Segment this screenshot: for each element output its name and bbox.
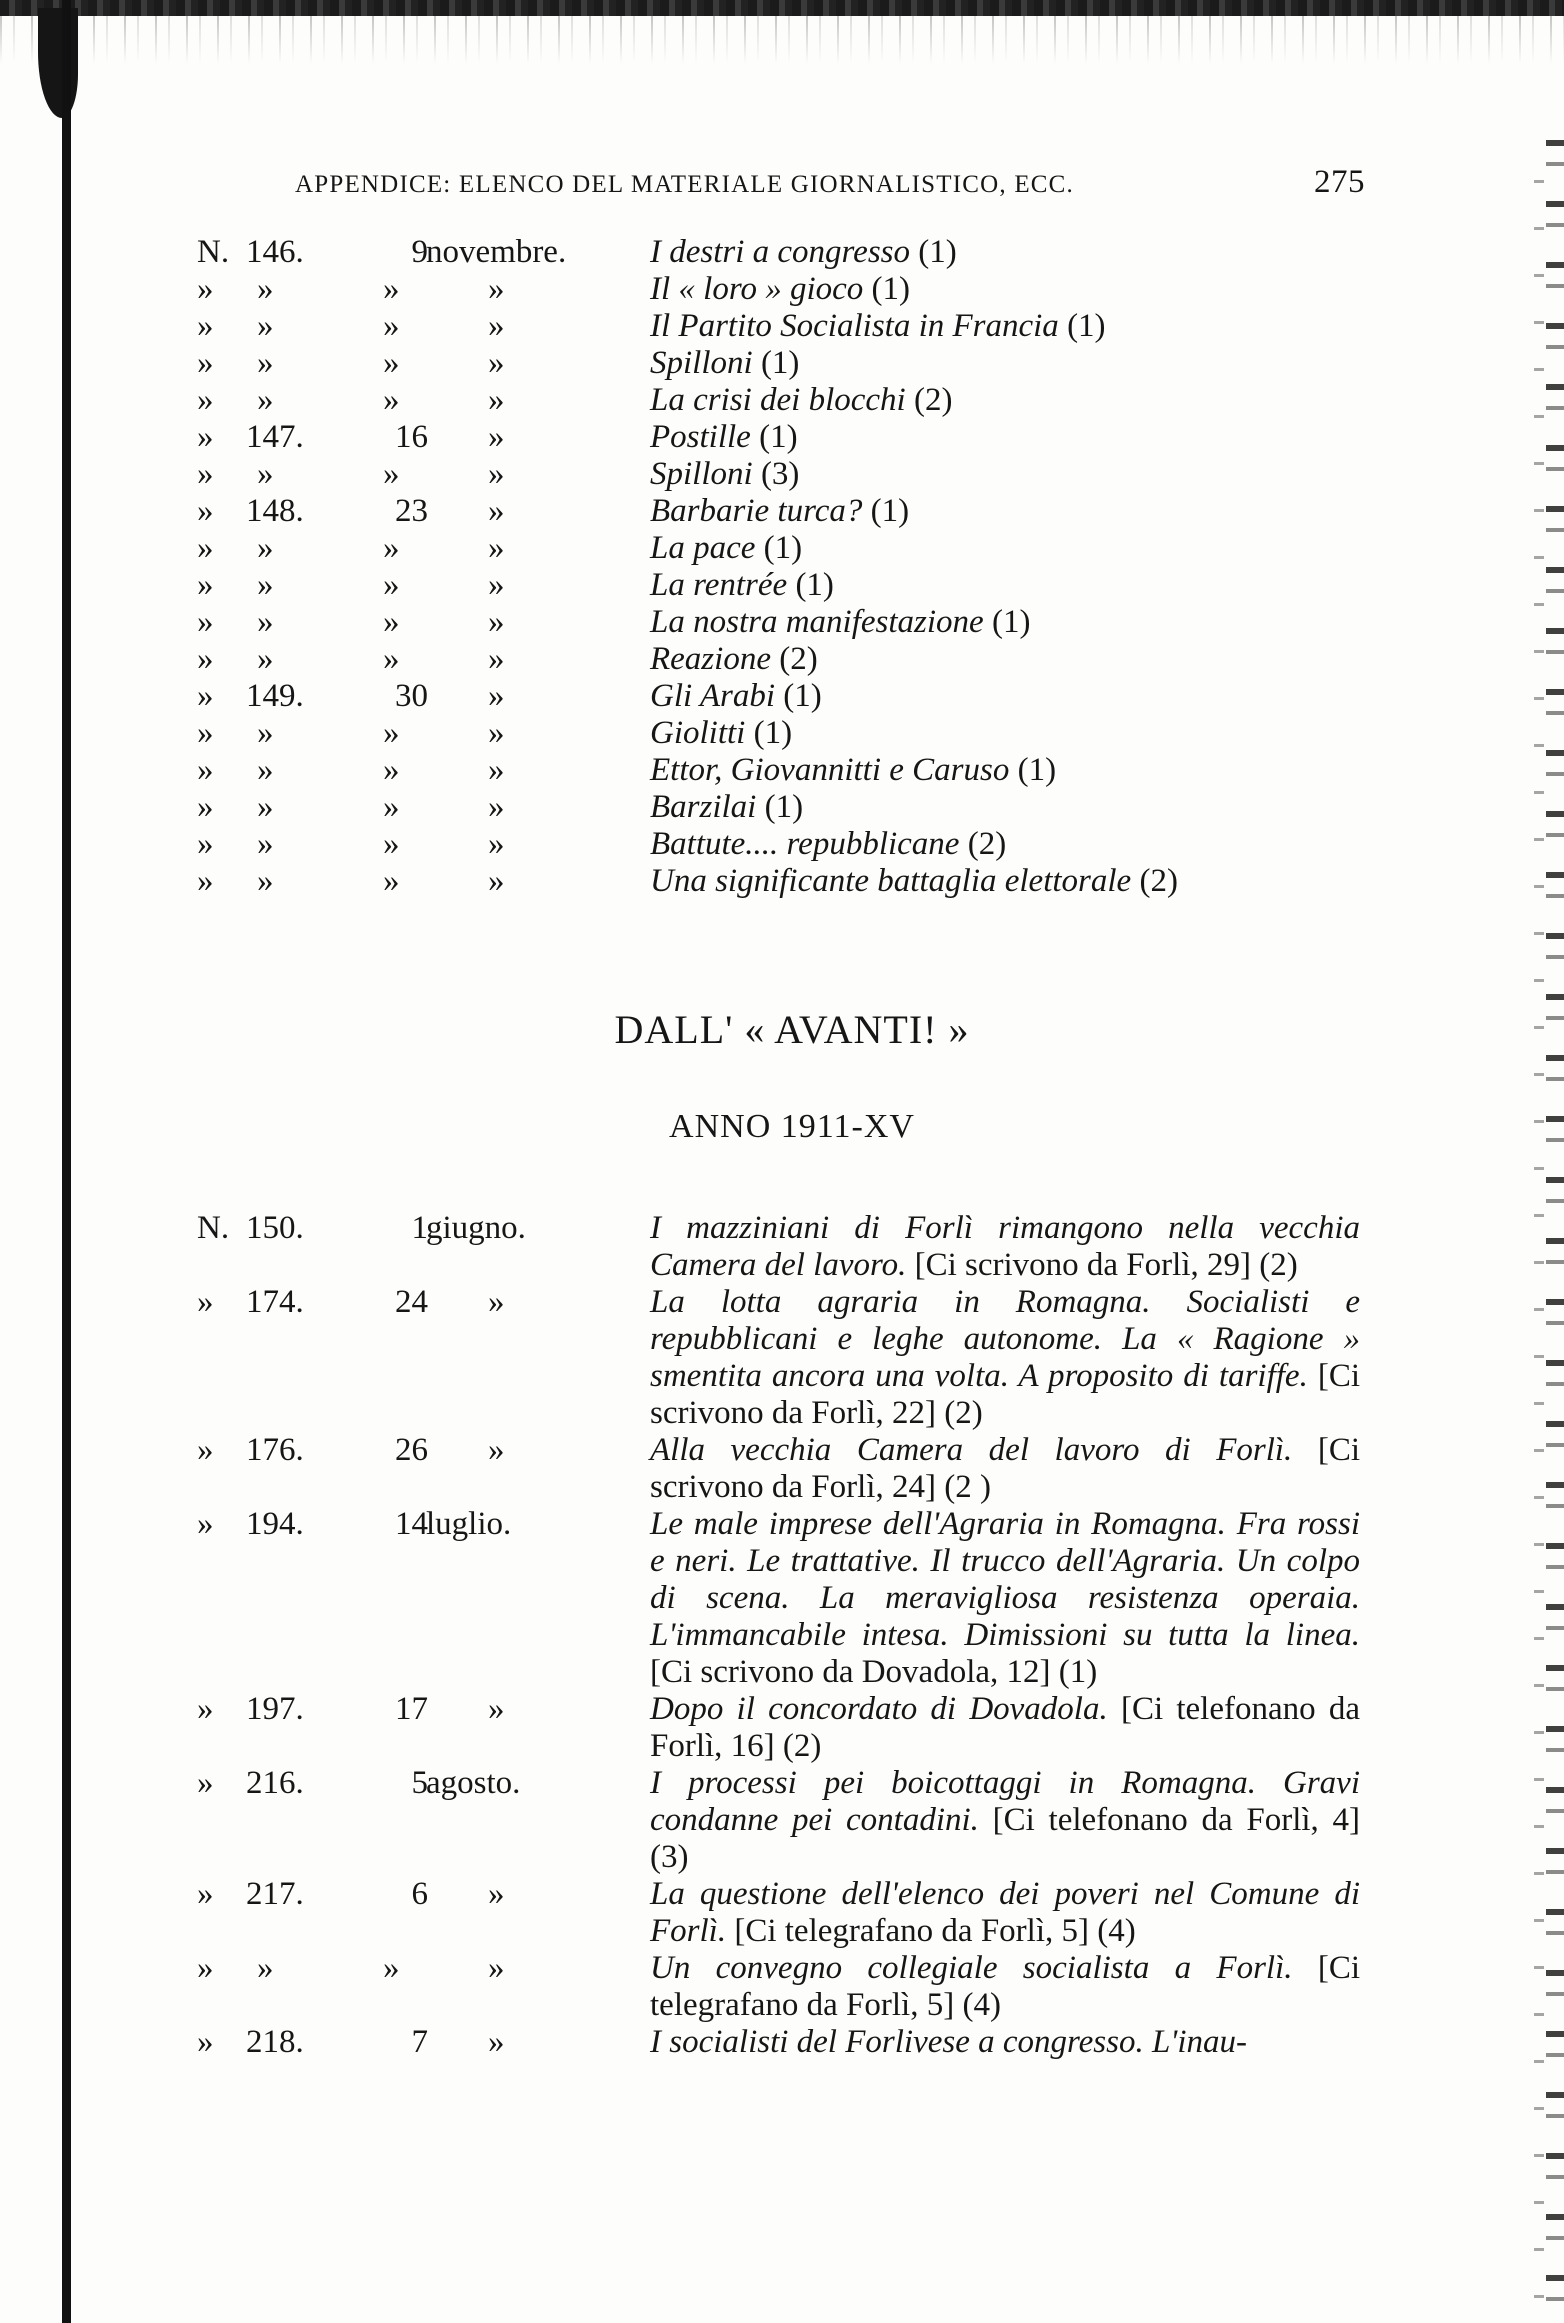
ditto-mark: » bbox=[383, 1950, 400, 1986]
list-item bbox=[0, 1506, 1564, 1691]
entry-day: 7 bbox=[411, 2024, 428, 2060]
ditto-mark: » bbox=[488, 271, 505, 307]
list-item bbox=[0, 308, 1564, 345]
entry-title: Il Partito Socialista in Francia bbox=[650, 308, 1059, 344]
entry-note: [Ci scrivono da Forlì, 22] (2) bbox=[650, 1358, 1360, 1431]
entry-title: Un convegno collegiale socialista a Forlì. bbox=[650, 1950, 1293, 1986]
entry-title: Reazione bbox=[650, 641, 771, 677]
entry-title-cell bbox=[650, 1506, 1360, 1691]
ditto-mark: » bbox=[383, 715, 400, 751]
entry-day: 16 bbox=[395, 419, 428, 455]
page-number: 275 bbox=[1314, 164, 1365, 200]
list-item bbox=[0, 641, 1564, 678]
ditto-mark: » bbox=[257, 604, 274, 640]
list-item bbox=[0, 345, 1564, 382]
entry-note: (2) bbox=[779, 641, 818, 677]
entry-note: (1) bbox=[1067, 308, 1106, 344]
entry-month: giugno. bbox=[426, 1210, 526, 1246]
ditto-mark: » bbox=[257, 567, 274, 603]
list-item bbox=[0, 493, 1564, 530]
list-item bbox=[0, 1210, 1564, 1284]
entry-note: (1) bbox=[1017, 752, 1057, 788]
ditto-mark: » bbox=[488, 678, 505, 714]
entry-title-cell bbox=[650, 826, 1360, 863]
ditto-mark: » bbox=[257, 456, 274, 492]
entry-issue-number: 146. bbox=[246, 234, 304, 270]
entry-note: (2) bbox=[1139, 863, 1178, 899]
ditto-mark: » bbox=[383, 567, 400, 603]
entry-note: (1) bbox=[763, 530, 803, 566]
entry-title-cell bbox=[650, 1432, 1360, 1506]
ditto-mark: » bbox=[488, 382, 505, 418]
entry-title: Spilloni bbox=[650, 456, 753, 492]
ditto-mark: » bbox=[488, 863, 505, 899]
entry-day: 30 bbox=[395, 678, 428, 714]
ditto-mark: » bbox=[488, 567, 505, 603]
entry-note: [Ci telefonano da Forlì, 4] (3) bbox=[650, 1802, 1360, 1875]
entry-day: 9 bbox=[411, 234, 428, 270]
entry-title: Giolitti bbox=[650, 715, 746, 751]
section-year-heading: ANNO 1911-XV bbox=[669, 1108, 915, 1145]
entry-title: Ettor, Giovannitti e Caruso bbox=[650, 752, 1010, 788]
ditto-mark: » bbox=[488, 1284, 505, 1320]
entry-day: 5 bbox=[411, 1765, 428, 1801]
entry-title: Il « loro » gioco bbox=[650, 271, 864, 307]
entry-note: (1) bbox=[764, 789, 804, 825]
ditto-mark: » bbox=[488, 1950, 505, 1986]
entry-note: (1) bbox=[783, 678, 822, 714]
list-item bbox=[0, 789, 1564, 826]
list-item bbox=[0, 1950, 1564, 2024]
entry-day: 24 bbox=[395, 1284, 428, 1320]
entry-title: Barbarie turca? bbox=[650, 493, 863, 529]
entry-month: luglio. bbox=[426, 1506, 512, 1542]
entry-title-cell bbox=[650, 382, 1360, 419]
ditto-mark: » bbox=[383, 271, 400, 307]
ditto-mark: » bbox=[488, 752, 505, 788]
ditto-mark: » bbox=[197, 493, 214, 529]
ditto-mark: » bbox=[197, 641, 214, 677]
entry-note: [Ci scrivono da Forlì, 29] (2) bbox=[914, 1247, 1298, 1283]
entry-title-cell bbox=[650, 1950, 1360, 2024]
entry-issue-number: 174. bbox=[246, 1284, 304, 1320]
entry-note: (1) bbox=[795, 567, 834, 603]
ditto-mark: » bbox=[257, 826, 274, 862]
entry-issue-number: 150. bbox=[246, 1210, 304, 1246]
ditto-mark: » bbox=[488, 1691, 505, 1727]
ditto-mark: » bbox=[383, 789, 400, 825]
ditto-mark: » bbox=[383, 752, 400, 788]
entry-title: Postille bbox=[650, 419, 751, 455]
entry-title: I socialisti del Forlivese a congresso. L'inau- bbox=[650, 2024, 1248, 2060]
ditto-mark: » bbox=[257, 382, 274, 418]
entry-title: Le male imprese dell'Agraria in Romagna. Fra rossi e neri. Le trattative. Il trucco dell'Agraria. Un colpo di scena. La meravigliosa resistenza operaia. L'immancabile intesa. Dimissioni su tutta la linea. bbox=[650, 1506, 1360, 1653]
entry-note: (1) bbox=[760, 345, 800, 381]
scan-top-shadow bbox=[0, 16, 1564, 64]
entry-title: La questione dell'elenco dei poveri nel Comune di Forlì. bbox=[650, 1876, 1360, 1949]
entry-title: La lotta agraria in Romagna. Socialisti e repubblicani e leghe autonome. La « Ragione » smentita ancora una volta. A proposito di tariffe. bbox=[650, 1284, 1360, 1394]
entry-title-cell bbox=[650, 1876, 1360, 1950]
ditto-mark: » bbox=[197, 419, 214, 455]
entry-title: La crisi dei blocchi bbox=[650, 382, 906, 418]
entry-title-cell bbox=[650, 530, 1360, 567]
ditto-mark: » bbox=[257, 641, 274, 677]
entry-note: [Ci scrivono da Forlì, 24] (2 ) bbox=[650, 1432, 1361, 1505]
list-item bbox=[0, 1765, 1564, 1876]
ditto-mark: » bbox=[197, 752, 214, 788]
entry-title-cell bbox=[650, 715, 1360, 752]
ditto-mark: » bbox=[488, 789, 505, 825]
entry-title-cell bbox=[650, 271, 1360, 308]
ditto-mark: » bbox=[488, 419, 505, 455]
ditto-mark: » bbox=[488, 715, 505, 751]
entry-title: Alla vecchia Camera del lavoro di Forlì. bbox=[650, 1432, 1293, 1468]
ditto-mark: » bbox=[197, 1284, 214, 1320]
entry-note: (1) bbox=[870, 493, 910, 529]
entry-note: [Ci telefonano da Forlì, 16] (2) bbox=[650, 1691, 1360, 1764]
entry-title-cell bbox=[650, 789, 1360, 826]
ditto-mark: » bbox=[197, 1432, 214, 1468]
entry-issue-number: 216. bbox=[246, 1765, 304, 1801]
ditto-mark: » bbox=[197, 530, 214, 566]
section-heading: DALL' « AVANTI! » bbox=[614, 1007, 970, 1052]
entry-title: Barzilai bbox=[650, 789, 757, 825]
ditto-mark: » bbox=[197, 456, 214, 492]
ditto-mark: » bbox=[488, 345, 505, 381]
entry-title: Una significante battaglia elettorale bbox=[650, 863, 1132, 899]
ditto-mark: » bbox=[488, 2024, 505, 2060]
entry-day: 6 bbox=[411, 1876, 428, 1912]
entry-issue-number: 197. bbox=[246, 1691, 304, 1727]
ditto-mark: » bbox=[197, 271, 214, 307]
ditto-mark: » bbox=[257, 530, 274, 566]
list-item bbox=[0, 1284, 1564, 1432]
entry-title: Spilloni bbox=[650, 345, 753, 381]
list-item bbox=[0, 271, 1564, 308]
ditto-mark: » bbox=[197, 604, 214, 640]
ditto-mark: » bbox=[197, 2024, 214, 2060]
ditto-mark: » bbox=[383, 456, 400, 492]
entry-title-cell bbox=[650, 641, 1360, 678]
ditto-mark: » bbox=[197, 715, 214, 751]
ditto-mark: » bbox=[383, 826, 400, 862]
ditto-mark: » bbox=[197, 382, 214, 418]
ditto-mark: » bbox=[488, 1876, 505, 1912]
entry-note: (1) bbox=[918, 234, 957, 270]
entry-note: [Ci telegrafano da Forlì, 5] (4) bbox=[734, 1913, 1136, 1949]
entry-issue-number: 217. bbox=[246, 1876, 304, 1912]
entry-title-cell bbox=[650, 345, 1360, 382]
entry-note: (1) bbox=[991, 604, 1031, 640]
ditto-mark: » bbox=[197, 567, 214, 603]
entry-title-cell bbox=[650, 234, 1360, 271]
ditto-mark: » bbox=[197, 678, 214, 714]
ditto-mark: » bbox=[257, 308, 274, 344]
entry-day: 1 bbox=[411, 1210, 428, 1246]
entry-title-cell bbox=[650, 1210, 1360, 1284]
ditto-mark: » bbox=[383, 308, 400, 344]
entry-issue-number: 218. bbox=[246, 2024, 304, 2060]
ditto-mark: » bbox=[257, 789, 274, 825]
ditto-mark: » bbox=[488, 826, 505, 862]
ditto-mark: » bbox=[257, 271, 274, 307]
entry-title: La nostra manifestazione bbox=[650, 604, 984, 640]
entry-title-cell bbox=[650, 2024, 1360, 2061]
list-item bbox=[0, 863, 1564, 900]
entry-note: (1) bbox=[753, 715, 793, 751]
ditto-mark: » bbox=[257, 1950, 274, 1986]
entry-day: 23 bbox=[395, 493, 428, 529]
ditto-mark: » bbox=[488, 456, 505, 492]
il-lottatore-entries-list bbox=[0, 234, 1564, 900]
entry-title-cell bbox=[650, 419, 1360, 456]
list-item bbox=[0, 678, 1564, 715]
entry-title-cell bbox=[650, 308, 1360, 345]
entry-title: I destri a congresso bbox=[650, 234, 911, 270]
entry-note: (1) bbox=[871, 271, 910, 307]
ditto-mark: » bbox=[197, 1691, 214, 1727]
list-item bbox=[0, 234, 1564, 271]
entry-title-cell bbox=[650, 493, 1360, 530]
entry-title: La rentrée bbox=[650, 567, 788, 603]
entry-title-cell bbox=[650, 1765, 1360, 1876]
list-item bbox=[0, 567, 1564, 604]
list-item bbox=[0, 826, 1564, 863]
ditto-mark: » bbox=[488, 308, 505, 344]
list-item bbox=[0, 752, 1564, 789]
entry-issue-number: 176. bbox=[246, 1432, 304, 1468]
ditto-mark: » bbox=[257, 715, 274, 751]
entry-month: agosto. bbox=[426, 1765, 521, 1801]
entry-title: La pace bbox=[650, 530, 756, 566]
list-item bbox=[0, 1691, 1564, 1765]
ditto-mark: » bbox=[488, 641, 505, 677]
ditto-mark: » bbox=[488, 1432, 505, 1468]
ditto-mark: » bbox=[197, 1506, 214, 1542]
entry-note: [Ci telegrafano da Forlì, 5] (4) bbox=[650, 1950, 1361, 2023]
ditto-mark: » bbox=[383, 604, 400, 640]
entry-issue-number: 148. bbox=[246, 493, 304, 529]
ditto-mark: » bbox=[383, 345, 400, 381]
ditto-mark: » bbox=[383, 641, 400, 677]
entry-note: [Ci scrivono da Dovadola, 12] (1) bbox=[650, 1654, 1098, 1690]
ditto-mark: » bbox=[488, 530, 505, 566]
entry-title-cell bbox=[650, 752, 1360, 789]
ditto-mark: » bbox=[197, 1765, 214, 1801]
ditto-mark: » bbox=[197, 1950, 214, 1986]
ditto-mark: » bbox=[383, 382, 400, 418]
entry-title-cell bbox=[650, 604, 1360, 641]
entry-title-cell bbox=[650, 1284, 1360, 1432]
entry-title-cell bbox=[650, 1691, 1360, 1765]
ditto-mark: » bbox=[197, 863, 214, 899]
entry-note: (2) bbox=[913, 382, 953, 418]
ditto-mark: » bbox=[383, 530, 400, 566]
entry-issue-number: 149. bbox=[246, 678, 304, 714]
entry-note: (1) bbox=[759, 419, 798, 455]
entry-issue-number: 147. bbox=[246, 419, 304, 455]
entry-month: novembre. bbox=[426, 234, 567, 270]
entry-title-cell bbox=[650, 567, 1360, 604]
entry-title-cell bbox=[650, 456, 1360, 493]
entry-title-cell bbox=[650, 863, 1360, 900]
entry-issue-number: 194. bbox=[246, 1506, 304, 1542]
entry-title: I mazziniani di Forlì rimangono nella vecchia Camera del lavoro. bbox=[650, 1210, 1360, 1283]
ditto-mark: » bbox=[383, 863, 400, 899]
entry-day: 14 bbox=[395, 1506, 428, 1542]
ditto-mark: » bbox=[197, 826, 214, 862]
list-item bbox=[0, 604, 1564, 641]
scan-left-blot bbox=[38, 8, 78, 118]
list-item bbox=[0, 382, 1564, 419]
entry-title-cell bbox=[650, 678, 1360, 715]
ditto-mark: » bbox=[197, 345, 214, 381]
entry-title: Gli Arabi bbox=[650, 678, 775, 714]
ditto-mark: » bbox=[257, 752, 274, 788]
running-head-title: APPENDICE: ELENCO DEL MATERIALE GIORNALISTICO, ECC. bbox=[295, 171, 1074, 198]
entry-title: I processi pei boicottaggi in Romagna. Gravi condanne pei contadini. bbox=[650, 1765, 1360, 1838]
ditto-mark: » bbox=[257, 345, 274, 381]
ditto-mark: » bbox=[197, 308, 214, 344]
entry-title: Dopo il concordato di Dovadola. bbox=[650, 1691, 1108, 1727]
entry-day: 17 bbox=[395, 1691, 428, 1727]
entry-n-label: N. bbox=[197, 1210, 230, 1246]
running-head bbox=[295, 164, 1365, 200]
ditto-mark: » bbox=[488, 604, 505, 640]
ditto-mark: » bbox=[257, 863, 274, 899]
entry-n-label: N. bbox=[197, 234, 230, 270]
list-item bbox=[0, 530, 1564, 567]
list-item bbox=[0, 419, 1564, 456]
list-item bbox=[0, 1876, 1564, 1950]
list-item bbox=[0, 715, 1564, 752]
scan-top-border bbox=[0, 0, 1564, 16]
entry-note: (3) bbox=[760, 456, 800, 492]
entry-note: (2) bbox=[967, 826, 1007, 862]
ditto-mark: » bbox=[197, 789, 214, 825]
avanti-entries-list bbox=[0, 1210, 1564, 2061]
entry-title: Battute.... repubblicane bbox=[650, 826, 960, 862]
list-item bbox=[0, 1432, 1564, 1506]
ditto-mark: » bbox=[197, 1876, 214, 1912]
list-item bbox=[0, 2024, 1564, 2061]
entry-day: 26 bbox=[395, 1432, 428, 1468]
ditto-mark: » bbox=[488, 493, 505, 529]
list-item bbox=[0, 456, 1564, 493]
